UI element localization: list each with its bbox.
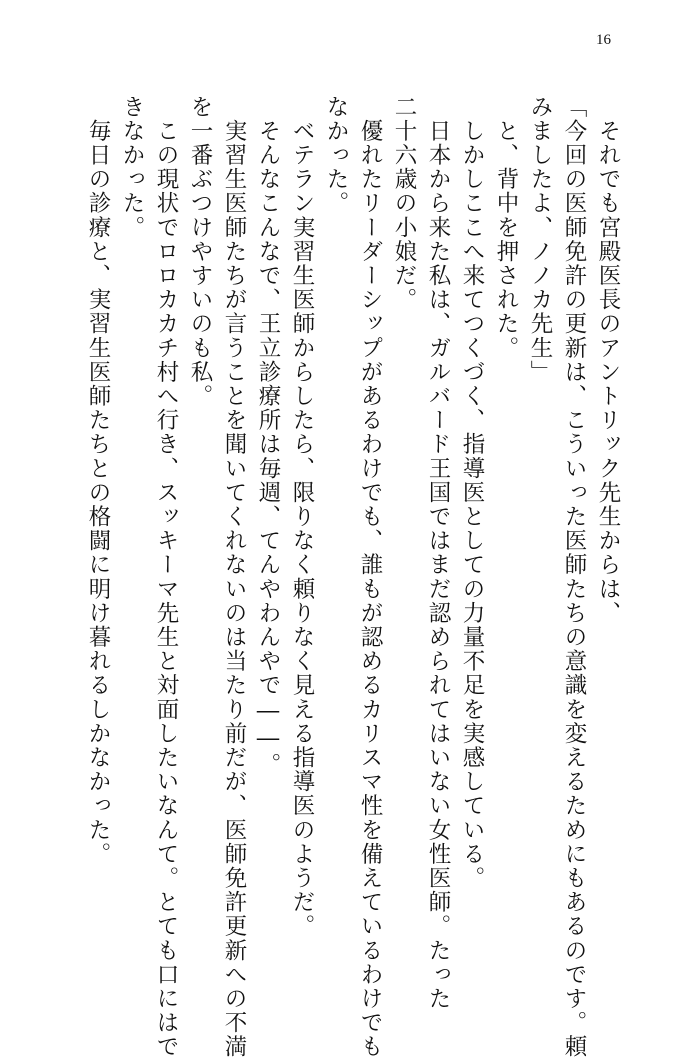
text-line: 「今回の医師免許の更新は、こういった医師たちの意識を変えるためにもあるのです。頼 bbox=[561, 95, 587, 1059]
text-line: なかった。 bbox=[323, 95, 349, 216]
text-line: を一番ぶつけやすいのも私。 bbox=[187, 95, 213, 409]
vertical-text-body bbox=[85, 95, 625, 1059]
text-line: 毎日の診療と、実習生医師たちとの格闘に明け暮れるしかなかった。 bbox=[85, 95, 111, 867]
text-line: 日本から来た私は、ガルバード王国ではまだ認められてはいない女性医師。たった bbox=[425, 95, 451, 1011]
text-line: 優れたリーダーシップがあるわけでも、誰もが認めるカリスマ性を備えているわけでも bbox=[357, 95, 383, 1059]
text-line: 実習生医師たちが言うことを聞いてくれないのは当たり前だが、医師免許更新への不満 bbox=[221, 95, 247, 1059]
text-line: みましたよ、ノノカ先生」 bbox=[527, 95, 553, 385]
text-line: この現状でロロカカチ村へ行き、スッキーマ先生と対面したいなんて。とても口にはで bbox=[153, 95, 179, 1059]
text-line: ベテラン実習生医師からしたら、限りなく頼りなく見える指導医のようだ。 bbox=[289, 95, 315, 939]
page-number: 16 bbox=[596, 32, 611, 48]
text-line: きなかった。 bbox=[119, 95, 145, 240]
text-line: 二十六歳の小娘だ。 bbox=[391, 95, 417, 312]
text-line: そんなこんなで、王立診療所は毎週、てんやわんやで――。 bbox=[255, 95, 281, 777]
text-line: それでも宮殿医長のアントリック先生からは、 bbox=[595, 95, 621, 626]
text-line: と、背中を押された。 bbox=[493, 95, 519, 361]
text-line: しかしここへ来てつくづく、指導医としての力量不足を実感している。 bbox=[459, 95, 485, 891]
